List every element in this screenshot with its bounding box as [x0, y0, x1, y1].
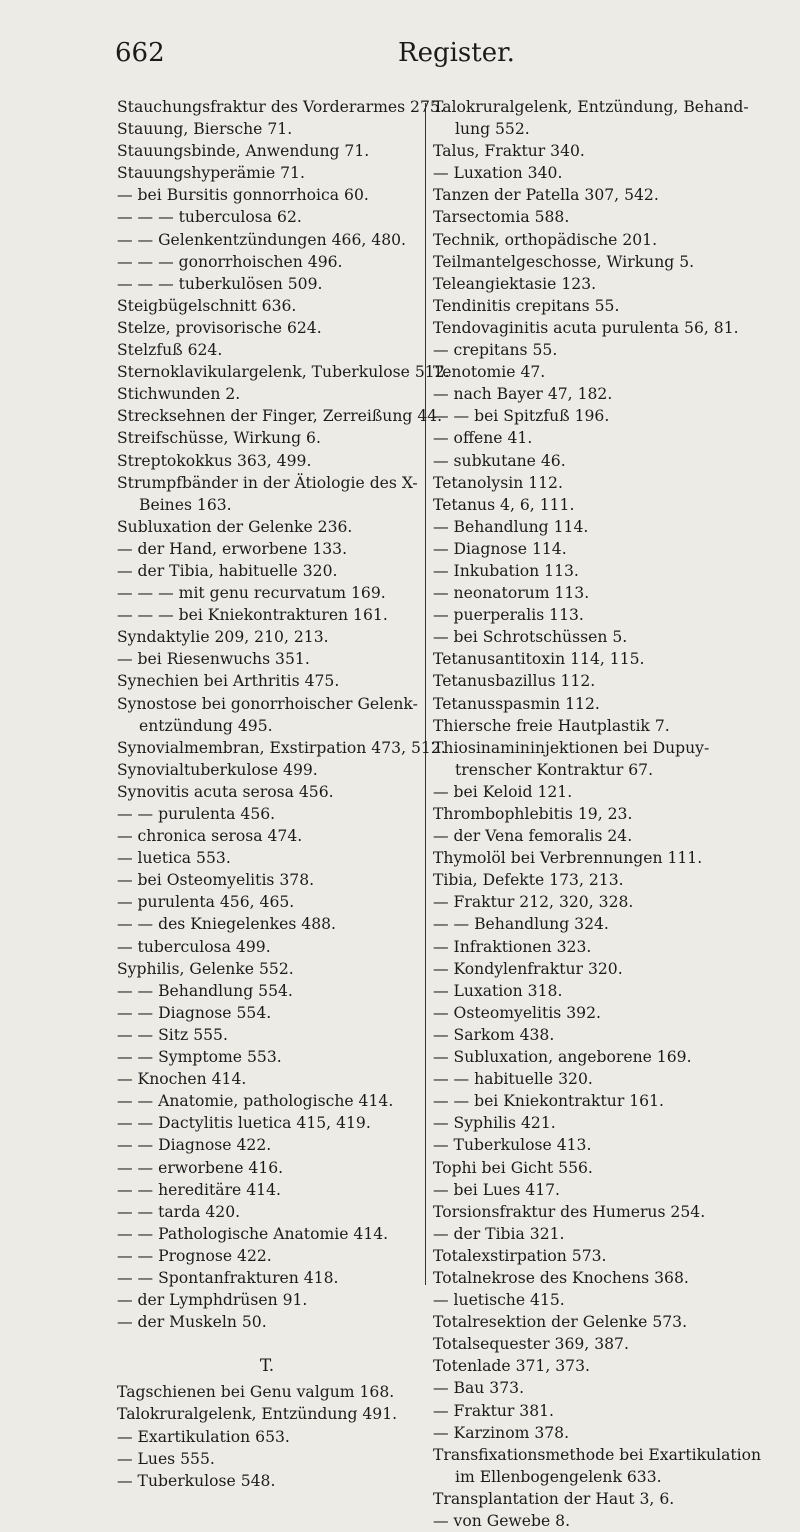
index-entry: — — habituelle 320. — [433, 1070, 593, 1089]
index-entry: — der Vena femoralis 24. — [433, 827, 633, 846]
index-entry: — — Diagnose 554. — [117, 1003, 272, 1022]
index-entry: — Kondylenfraktur 320. — [433, 959, 623, 978]
index-entry: Steigbügelschnitt 636. — [117, 296, 297, 315]
index-entry: — der Tibia, habituelle 320. — [117, 561, 338, 580]
index-entry: — bei Keloid 121. — [433, 782, 573, 801]
index-entry: — — bei Spitzfuß 196. — [433, 407, 610, 426]
index-entry: Tagschienen bei Genu valgum 168. — [117, 1383, 395, 1402]
index-entry: Totalsequester 369, 387. — [433, 1335, 629, 1354]
index-entry: Tetanusantitoxin 114, 115. — [433, 650, 645, 669]
index-entry: — Subluxation, angeborene 169. — [433, 1048, 692, 1067]
index-entry: lung 552. — [455, 120, 530, 139]
index-entry: Stelzfuß 624. — [117, 341, 223, 360]
index-entry: — nach Bayer 47, 182. — [433, 385, 613, 404]
index-entry: — Fraktur 212, 320, 328. — [433, 893, 634, 912]
index-entry: — crepitans 55. — [433, 341, 558, 360]
index-entry: — — purulenta 456. — [117, 805, 276, 823]
index-entry: — — Diagnose 422. — [117, 1136, 272, 1155]
index-entry: Transplantation der Haut 3, 6. — [433, 1489, 675, 1508]
index-entry: — — Spontanfrakturen 418. — [117, 1268, 339, 1287]
index-entry: — — erworbene 416. — [117, 1158, 284, 1177]
index-entry: Strecksehnen der Finger, Zerreißung 44. — [117, 407, 443, 426]
index-entry: Thiosinamininjektionen bei Dupuy- — [433, 738, 710, 757]
index-entry: — — bei Kniekontraktur 161. — [433, 1092, 664, 1111]
index-entry: — — Gelenkentzündungen 466, 480. — [117, 230, 407, 249]
page-number: 662 — [115, 38, 165, 68]
index-entry: Teleangiektasie 123. — [433, 274, 597, 293]
index-entry: — purulenta 456, 465. — [117, 893, 295, 912]
index-entry: — der Muskeln 50. — [117, 1313, 267, 1332]
index-entry: Streptokokkus 363, 499. — [117, 451, 312, 470]
index-entry: Talokruralgelenk, Entzündung, Behand- — [433, 98, 749, 116]
left-index-column — [117, 96, 450, 1492]
index-entry: — tuberculosa 499. — [117, 937, 271, 956]
index-entry: — — — bei Kniekontrakturen 161. — [117, 606, 388, 625]
index-entry: Talokruralgelenk, Entzündung 491. — [117, 1405, 398, 1424]
index-entry: Synostose bei gonorrhoischer Gelenk- — [117, 694, 418, 713]
index-entry: — — Pathologische Anatomie 414. — [117, 1224, 389, 1243]
index-entry: Stelze, provisorische 624. — [117, 318, 322, 337]
index-entry: — — Anatomie, pathologische 414. — [117, 1092, 394, 1111]
index-entry: Synechien bei Arthritis 475. — [117, 672, 340, 691]
index-entry: — — des Kniegelenkes 488. — [117, 915, 337, 934]
index-entry: — Behandlung 114. — [433, 517, 589, 536]
index-entry: Totalexstirpation 573. — [433, 1246, 607, 1265]
section-letter-heading: T. — [259, 1356, 275, 1377]
index-entry: Tanzen der Patella 307, 542. — [433, 186, 659, 205]
index-entry: — Tuberkulose 413. — [433, 1136, 592, 1155]
index-entry: — Fraktur 381. — [433, 1401, 555, 1420]
index-entry: Totalresektion der Gelenke 573. — [433, 1313, 688, 1332]
index-entry: Teilmantelgeschosse, Wirkung 5. — [433, 252, 695, 271]
index-entry: Tetanusspasmin 112. — [433, 694, 600, 713]
index-entry: — — Dactylitis luetica 415, 419. — [117, 1114, 371, 1133]
index-entry: — Sarkom 438. — [433, 1025, 555, 1044]
index-entry: Tibia, Defekte 173, 213. — [433, 871, 624, 890]
index-entry: Strumpfbänder in der Ätiologie des X- — [117, 473, 418, 492]
index-entry: — — — mit genu recurvatum 169. — [117, 584, 386, 603]
index-entry: Transfixationsmethode bei Exartikulation — [433, 1445, 762, 1464]
index-entry: — Syphilis 421. — [433, 1114, 556, 1133]
index-entry: — von Gewebe 8. — [433, 1512, 571, 1530]
index-entry: — Luxation 340. — [433, 164, 563, 183]
index-entry: — Lues 555. — [117, 1449, 215, 1468]
index-entry: Synovitis acuta serosa 456. — [117, 782, 334, 801]
index-entry: Beines 163. — [139, 495, 232, 514]
index-entry: — — Behandlung 324. — [433, 915, 609, 934]
index-entry: Tetanusbazillus 112. — [433, 672, 596, 691]
index-entry: — bei Schrotschüssen 5. — [433, 628, 628, 647]
index-entry: Tetanolysin 112. — [433, 473, 563, 492]
index-entry: — Exartikulation 653. — [117, 1427, 290, 1446]
index-entry: — Tuberkulose 548. — [117, 1471, 276, 1490]
index-entry: — — Sitz 555. — [117, 1025, 228, 1044]
index-entry: Syphilis, Gelenke 552. — [117, 959, 294, 978]
index-entry: Thrombophlebitis 19, 23. — [433, 805, 633, 823]
index-entry: Tophi bei Gicht 556. — [433, 1158, 593, 1177]
index-entry: — bei Bursitis gonnorrhoica 60. — [117, 186, 369, 205]
index-entry: Talus, Fraktur 340. — [433, 142, 585, 161]
index-entry: Streifschüsse, Wirkung 6. — [117, 429, 321, 448]
index-entry: im Ellenbogengelenk 633. — [455, 1467, 662, 1486]
index-entry: Sternoklavikulargelenk, Tuberkulose 512. — [117, 363, 450, 382]
index-entry: — subkutane 46. — [433, 451, 566, 470]
index-entry: — — Behandlung 554. — [117, 981, 293, 1000]
index-entry: — bei Riesenwuchs 351. — [117, 650, 310, 669]
index-entry: — der Hand, erworbene 133. — [117, 539, 348, 558]
index-entry: Thiersche freie Hautplastik 7. — [433, 716, 670, 735]
index-entry: Technik, orthopädische 201. — [433, 230, 658, 249]
index-entry: Tarsectomia 588. — [433, 208, 570, 227]
index-entry: Tetanus 4, 6, 111. — [433, 495, 575, 514]
index-entry: — luetische 415. — [433, 1291, 565, 1310]
index-entry: Tendinitis crepitans 55. — [433, 296, 620, 315]
index-entry: — bei Lues 417. — [433, 1180, 561, 1199]
index-entry: Totenlade 371, 373. — [433, 1357, 590, 1376]
index-entry: entzündung 495. — [139, 716, 273, 735]
index-entry: Stauungsbinde, Anwendung 71. — [117, 142, 370, 161]
index-entry: — Karzinom 378. — [433, 1423, 570, 1442]
index-entry: — — hereditäre 414. — [117, 1180, 281, 1199]
page-title: Register. — [398, 38, 515, 68]
index-entry: — Inkubation 113. — [433, 561, 579, 580]
right-index-column — [433, 96, 762, 1532]
index-entry: Synovialtuberkulose 499. — [117, 760, 318, 779]
page-header — [115, 38, 715, 78]
index-entry: — — Symptome 553. — [117, 1048, 282, 1067]
index-entry: — Luxation 318. — [433, 981, 563, 1000]
index-entry: — Diagnose 114. — [433, 539, 567, 558]
index-entry: Stichwunden 2. — [117, 385, 241, 404]
index-entry: — chronica serosa 474. — [117, 827, 303, 846]
index-entry: — — — tuberculosa 62. — [117, 208, 302, 227]
index-entry: — puerperalis 113. — [433, 606, 584, 625]
index-entry: — Infraktionen 323. — [433, 937, 592, 956]
index-entry: — der Lymphdrüsen 91. — [117, 1291, 308, 1310]
index-entry: — der Tibia 321. — [433, 1224, 565, 1243]
index-entry: Tendovaginitis acuta purulenta 56, 81. — [433, 318, 739, 337]
index-entry: — — tarda 420. — [117, 1202, 241, 1221]
index-entry: Torsionsfraktur des Humerus 254. — [433, 1202, 706, 1221]
index-entry: Stauchungsfraktur des Vorderarmes 275. — [117, 98, 445, 116]
index-entry: — Knochen 414. — [117, 1070, 247, 1089]
index-entry: Stauung, Biersche 71. — [117, 120, 293, 139]
index-entry: Tenotomie 47. — [433, 363, 546, 382]
index-entry: Subluxation der Gelenke 236. — [117, 517, 353, 536]
index-entry: — — Prognose 422. — [117, 1246, 272, 1265]
index-entry: Synovialmembran, Exstirpation 473, 512. — [117, 738, 446, 757]
index-entry: trenscher Kontraktur 67. — [455, 760, 654, 779]
index-entry: Stauungshyperämie 71. — [117, 164, 305, 183]
index-entry: — offene 41. — [433, 429, 533, 448]
index-entry: Totalnekrose des Knochens 368. — [433, 1268, 689, 1287]
index-entry: — bei Osteomyelitis 378. — [117, 871, 315, 890]
index-entry: — neonatorum 113. — [433, 584, 590, 603]
index-entry: — — — tuberkulösen 509. — [117, 274, 323, 293]
index-entry: — luetica 553. — [117, 849, 231, 868]
index-entry: Thymolöl bei Verbrennungen 111. — [433, 849, 703, 868]
index-entry: Syndaktylie 209, 210, 213. — [117, 628, 329, 647]
index-entry: — Osteomyelitis 392. — [433, 1003, 601, 1022]
index-entry: — — — gonorrhoischen 496. — [117, 252, 343, 271]
index-entry: — Bau 373. — [433, 1379, 525, 1398]
